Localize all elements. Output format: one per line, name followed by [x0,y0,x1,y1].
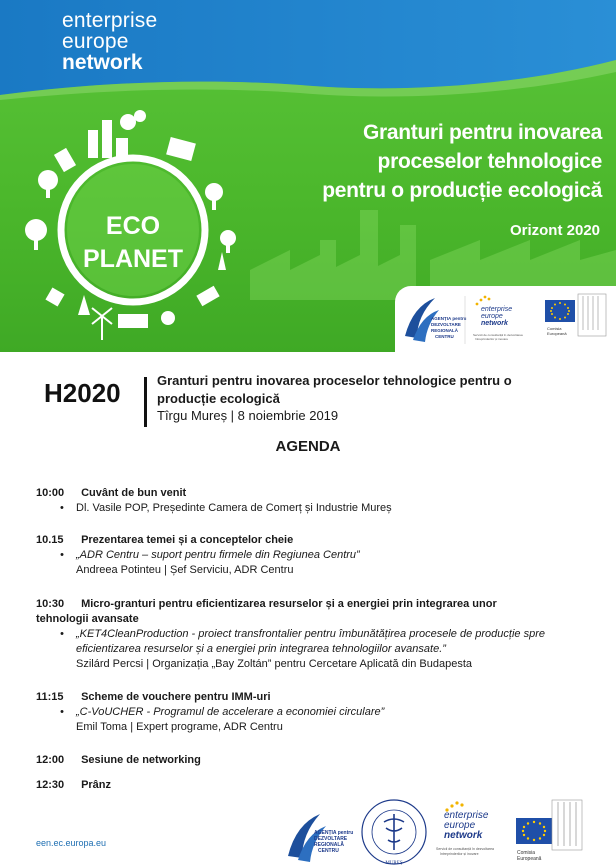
agenda-topic-line1: Micro-granturi pentru eficientizarea resurselor și a energiei prin integrarea unor [81,598,497,610]
agenda-topic: Sesiune de networking [81,754,201,766]
agenda-time: 12:00 [36,754,65,766]
agenda-time: 10.15 [36,534,64,546]
agenda-topic: Cuvânt de bun venit [81,487,187,499]
agenda-item-4 [36,690,596,735]
event-title: Granturi pentru inovarea proceselor tehnologice pentru o producție ecologică [157,373,512,406]
svg-text:întreprinderilor și inovare: întreprinderilor și inovare [440,852,479,856]
title-line3: pentru o producție ecologică [322,179,602,202]
een-brand [62,10,157,73]
agenda-item-3 [36,597,596,672]
banner-subtitle: Orizont 2020 [509,222,600,239]
banner-title [242,118,602,205]
svg-text:Europeană: Europeană [547,331,567,336]
eco-line2: PLANET [83,245,183,273]
agenda-time: 10:30 [36,598,65,610]
partner-logos-svg [395,286,616,352]
svg-text:MUREȘ: MUREȘ [385,861,403,866]
partner-logos-top [395,286,616,352]
svg-text:enterprise: enterprise [444,810,489,821]
event-place-date: Tîrgu Mureș | 8 noiembrie 2019 [157,408,339,423]
svg-text:REGIONALĂ: REGIONALĂ [314,842,344,848]
agenda-bullet-line2: eficientizarea resurselor și a energiei prin integrarea tehnologiilor avansate.” [76,643,446,655]
agenda-time: 12:30 [36,779,65,791]
svg-text:Comisia: Comisia [517,850,536,856]
agenda-item-2 [36,533,596,578]
agenda-heading: AGENDA [275,438,341,455]
eco-line1: ECO [105,212,161,240]
agenda-bullet-line1: „KET4CleanProduction - proiect transfrontalier pentru îmbunătățirea procesele de producție spre [76,628,545,640]
svg-text:AGENȚIA pentru: AGENȚIA pentru [431,316,467,321]
svg-text:enterprise: enterprise [481,306,513,313]
svg-text:CENTRU: CENTRU [318,848,339,854]
svg-text:REGIONALĂ: REGIONALĂ [431,328,458,333]
svg-text:DEZVOLTARE: DEZVOLTARE [431,322,461,327]
agenda-bullets [58,705,596,720]
agenda-bullet: • „C-VoUCHER - Programul de accelerare a economiei circulare” [58,705,596,720]
agenda-topic: Scheme de vouchere pentru IMM-uri [81,691,271,703]
brand-line1: enterprise [62,9,158,32]
brand-line2: europe [62,30,129,53]
title-line1: Granturi pentru inovarea [362,121,602,144]
svg-text:DEZVOLTARE: DEZVOLTARE [314,836,348,842]
een-stars-icon [476,296,491,306]
agenda-time: 11:15 [36,691,64,703]
agenda-item-6 [36,778,596,793]
svg-text:Servicii de consultanță în dez: Servicii de consultanță în dezvoltarea [473,333,523,337]
agenda-item-header [36,778,596,793]
svg-text:CENTRU: CENTRU [435,334,454,339]
svg-text:întreprinderilor și inovare: întreprinderilor și inovare [475,337,509,341]
agenda-item-header [36,690,596,705]
footer-url[interactable]: een.ec.europa.eu [36,838,107,848]
agenda-bullets [58,627,596,657]
brand-line3: network [62,51,143,74]
agenda-topic: Prezentarea temei și a conceptelor cheie [81,534,294,546]
agenda-item-header [36,486,596,501]
agenda-speaker: Szilárd Percsi | Organizația „Bay Zoltán” pentru Cercetare Aplicată din Budapesta [76,658,472,670]
agenda-item-header [36,533,596,548]
title-line2: proceselor tehnologice [377,150,602,173]
header-divider [144,377,147,427]
svg-text:Europeană: Europeană [517,856,542,862]
svg-text:network: network [444,830,483,841]
agenda-time: 10:00 [36,487,65,499]
svg-text:network: network [481,320,508,327]
agenda-bullet: • Dl. Vasile POP, Președinte Camera de Comerț și Industrie Mureș [58,501,596,516]
agenda-speaker: Andreea Potinteu | Șef Serviciu, ADR Centru [76,564,294,576]
agenda-item-5 [36,753,596,768]
header-banner [0,0,616,352]
cci-mures-seal-icon [362,800,426,866]
agenda-bullet [58,627,596,657]
agenda-item-1 [36,486,596,516]
agenda-topic: Prânz [81,779,112,791]
eco-planet-label [73,210,193,276]
svg-text:AGENȚIA pentru: AGENȚIA pentru [314,830,354,836]
svg-text:Servicii de consultanță în dez: Servicii de consultanță în dezvoltarea [436,847,494,851]
agenda-item-header [36,753,596,768]
agenda-bullets [58,548,596,563]
agenda-bullet: • „ADR Centru – suport pentru firmele din Regiunea Centru” [58,548,596,563]
eu-flag-icon [516,800,582,850]
partner-logos-bottom [284,798,616,868]
agenda-item-header [36,597,596,612]
svg-text:europe: europe [444,820,476,831]
agenda-topic-line2: tehnologii avansate [36,613,139,625]
program-label: H2020 [44,378,121,408]
agenda-bullets [58,501,596,516]
agenda-speaker: Emil Toma | Expert programe, ADR Centru [76,721,283,733]
svg-text:europe: europe [481,313,503,320]
svg-text:Comisia: Comisia [547,326,562,331]
